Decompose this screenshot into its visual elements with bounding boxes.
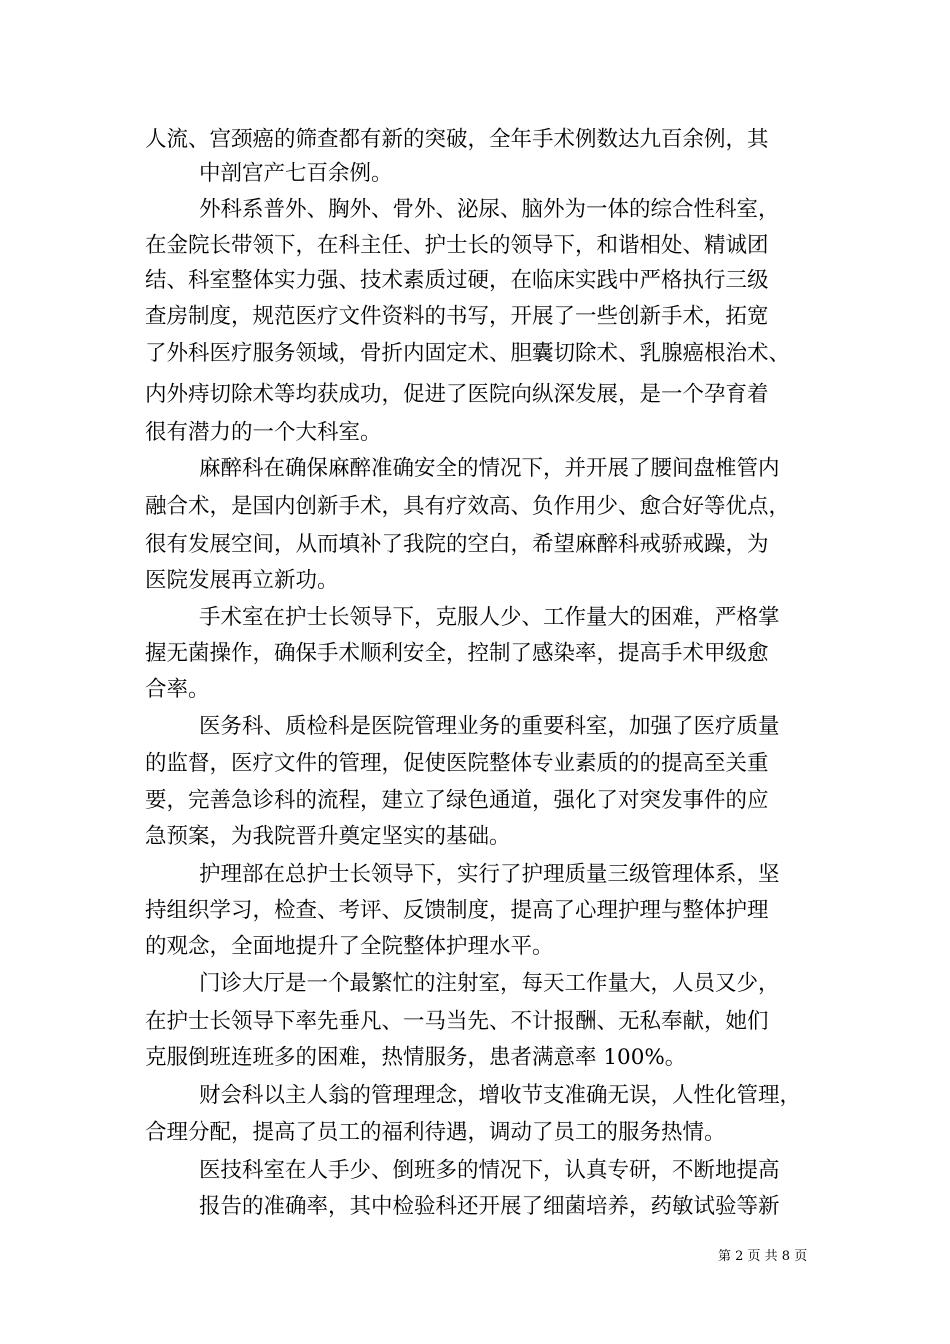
- text-line: 合率。: [145, 677, 210, 702]
- text-line: 内外痔切除术等均获成功，促进了医院向纵深发展，是一个孕育着: [145, 382, 769, 407]
- text-line: 握无菌操作，确保手术顺利安全，控制了感染率，提高手术甲级愈: [145, 641, 769, 666]
- text-line: 要，完善急诊科的流程，建立了绿色通道，强化了对突发事件的应: [145, 788, 769, 813]
- text-line: 查房制度，规范医疗文件资料的书写，开展了一些创新手术，拓宽: [145, 304, 769, 329]
- text-line: 急预案，为我院晋升奠定坚实的基础。: [145, 824, 511, 849]
- text-line: 医技科室在人手少、倒班多的情况下，认真专研，不断地提高: [199, 1158, 780, 1183]
- text-line: 门诊大厅是一个最繁忙的注射室，每天工作量大，人员又少，: [199, 971, 780, 996]
- page-number: 第 2 页 共 8 页: [718, 1249, 808, 1264]
- text-line: 在金院长带领下，在科主任、护士长的领导下，和谐相处、精诚团: [145, 233, 769, 258]
- text-line: 结、科室整体实力强、技术素质过硬，在临床实践中严格执行三级: [145, 268, 769, 293]
- text-line: 手术室在护士长领导下，克服人少、工作量大的困难，严格掌: [199, 605, 780, 630]
- text-line: 人流、宫颈癌的筛查都有新的突破，全年手术例数达九百余例，其: [145, 127, 769, 152]
- text-line: 护理部在总护士长领导下，实行了护理质量三级管理体系，坚: [199, 862, 780, 887]
- text-line: 很有潜力的一个大科室。: [145, 420, 382, 445]
- text-line: 医务科、质检科是医院管理业务的重要科室，加强了医疗质量: [199, 714, 780, 739]
- text-line: 医院发展再立新功。: [145, 568, 339, 593]
- text-line: 的观念，全面地提升了全院整体护理水平。: [145, 934, 554, 959]
- text-line: 报告的准确率，其中检验科还开展了细菌培养，药敏试验等新: [199, 1194, 780, 1219]
- text-line: 持组织学习，检查、考评、反馈制度，提高了心理护理与整体护理: [145, 898, 769, 923]
- text-line: 麻醉科在确保麻醉准确安全的情况下，并开展了腰间盘椎管内: [199, 456, 780, 481]
- text-line: 在护士长领导下率先垂凡、一马当先、不计报酬、无私奉献，她们: [145, 1009, 769, 1034]
- text-line: 很有发展空间，从而填补了我院的空白，希望麻醉科戒骄戒躁，为: [145, 532, 769, 557]
- text-line: 了外科医疗服务领域，骨折内固定术、胆囊切除术、乳腺癌根治术、: [145, 341, 791, 366]
- text-line: 合理分配，提高了员工的福利待遇，调动了员工的服务热情。: [145, 1120, 726, 1145]
- text-line: 外科系普外、胸外、骨外、泌尿、脑外为一体的综合性科室，: [199, 197, 780, 222]
- text-line: 融合术，是国内创新手术，具有疗效高、负作用少、愈合好等优点，: [145, 494, 791, 519]
- text-line: 的监督，医疗文件的管理，促使医院整体专业素质的的提高至关重: [145, 751, 769, 776]
- text-line: 财会科以主人翁的管理理念，增收节支准确无误，人性化管理，: [199, 1083, 802, 1108]
- text-line: 克服倒班连班多的困难，热情服务，患者满意率 100%。: [145, 1045, 687, 1070]
- text-line: 中剖宫产七百余例。: [199, 161, 393, 186]
